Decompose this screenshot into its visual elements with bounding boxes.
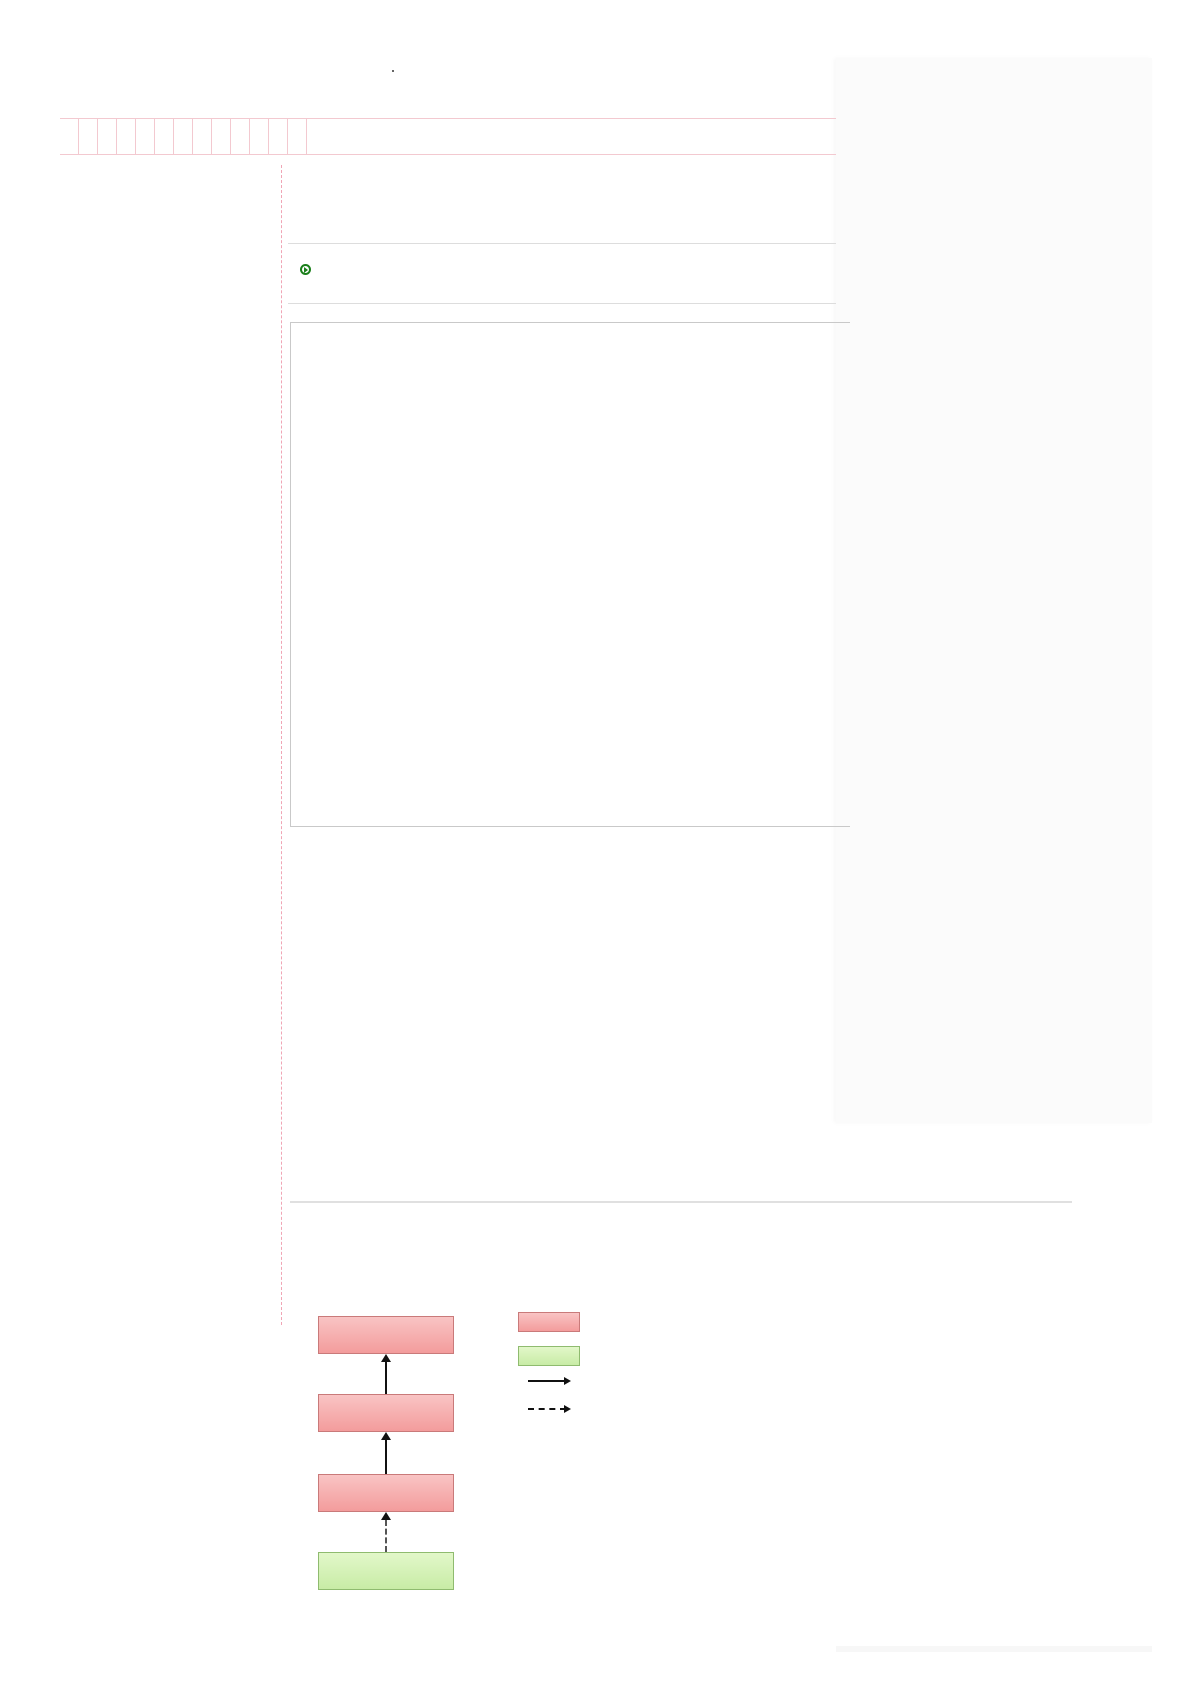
diagram-box-arraylist — [318, 1552, 454, 1590]
nav-java-ws[interactable] — [212, 119, 231, 154]
top-navigation — [60, 118, 836, 155]
legend-extends-line — [528, 1380, 566, 1382]
nav-spring[interactable] — [174, 119, 193, 154]
hierarchy-diagram — [300, 1300, 720, 1585]
divider — [290, 1201, 1072, 1203]
nav-csharp[interactable] — [269, 119, 288, 154]
nav-c[interactable] — [231, 119, 250, 154]
popup-overlay-panel — [836, 58, 1152, 1123]
sidebar-section-java-collections[interactable] — [60, 165, 282, 190]
legend-interface-swatch — [518, 1312, 580, 1332]
legend-class-swatch — [518, 1346, 580, 1366]
divider — [288, 303, 836, 304]
implements-line — [385, 1520, 387, 1552]
sidebar-divider — [281, 165, 282, 1325]
nav-jsp[interactable] — [117, 119, 136, 154]
diagram-box-iterable — [318, 1316, 454, 1354]
implements-arrowhead — [381, 1512, 391, 1520]
legend-implements-arrowhead — [564, 1405, 571, 1413]
legend-implements-line — [528, 1408, 566, 1410]
extends-line — [385, 1360, 387, 1394]
nav-cpp[interactable] — [250, 119, 269, 154]
nav-python[interactable] — [288, 119, 307, 154]
nav-home[interactable] — [60, 119, 79, 154]
divider — [288, 243, 836, 244]
diagram-box-list — [318, 1474, 454, 1512]
nav-mybatis[interactable] — [193, 119, 212, 154]
popup-overlay-edge — [836, 1646, 1152, 1652]
collection-link[interactable] — [300, 264, 314, 275]
legend-extends-arrowhead — [564, 1377, 571, 1385]
nav-hibernate[interactable] — [155, 119, 174, 154]
diagram-box-collection — [318, 1394, 454, 1432]
circle-arrow-icon — [300, 264, 311, 275]
nav-java[interactable] — [79, 119, 98, 154]
nav-struts2[interactable] — [136, 119, 155, 154]
nav-servlet[interactable] — [98, 119, 117, 154]
sidebar — [60, 165, 282, 196]
table-of-contents — [290, 322, 850, 827]
extends-line — [385, 1438, 387, 1474]
header-dot — [392, 70, 394, 72]
